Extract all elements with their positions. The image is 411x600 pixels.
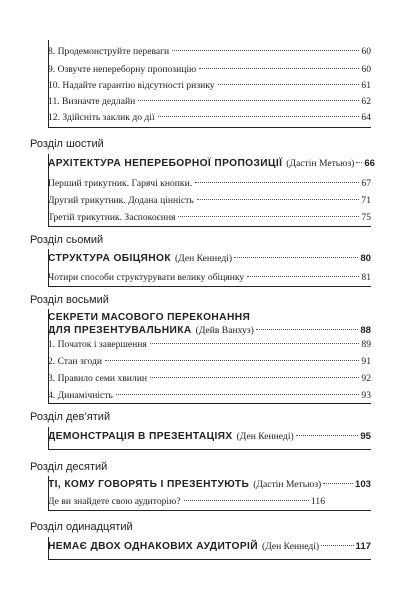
section-bracket bbox=[48, 309, 371, 404]
chapter-page: 80 bbox=[360, 253, 371, 264]
entry-title: Чотири способи структурувати велику обіцянку bbox=[48, 272, 245, 283]
chapter-page: 88 bbox=[360, 325, 371, 336]
chapter-author: (Дастін Метьюз) bbox=[253, 479, 322, 490]
chapter-title-line2: ДЛЯ ПРЕЗЕНТУВАЛЬНИКА bbox=[48, 325, 192, 336]
section-heading: Розділ шостий bbox=[30, 138, 104, 150]
chapter-title: НЕМАЄ ДВОХ ОДНАКОВИХ АУДИТОРІЙ bbox=[48, 541, 259, 552]
section-bracket bbox=[48, 476, 371, 511]
section-bracket bbox=[48, 154, 371, 227]
section-heading: Розділ сьомий bbox=[30, 234, 104, 246]
entry-page: 93 bbox=[361, 390, 371, 401]
chapter-author: (Ден Кеннеді) bbox=[174, 253, 233, 264]
section-heading: Розділ дев’ятий bbox=[30, 411, 111, 423]
chapter-title-line1: СЕКРЕТИ МАСОВОГО ПЕРЕКОНАННЯ bbox=[48, 312, 251, 323]
entry-title: Другий трикутник. Додана цінність bbox=[48, 195, 194, 206]
entry-page: 60 bbox=[361, 46, 371, 57]
entry-page: 75 bbox=[361, 212, 371, 223]
chapter-author: (Ден Кеннеді) bbox=[262, 541, 320, 552]
entry-title: 1. Початок і завершення bbox=[48, 339, 147, 350]
entry-title: 2. Стан згоди bbox=[48, 356, 102, 367]
section-bracket bbox=[48, 249, 371, 287]
entry-page: 92 bbox=[361, 373, 371, 384]
chapter-title: СТРУКТУРА ОБІЦЯНОК bbox=[48, 253, 171, 264]
entry-page: 62 bbox=[361, 96, 371, 107]
entry-page: 116 bbox=[310, 496, 325, 507]
entry-title: 8. Продемонструйте переваги bbox=[48, 46, 170, 57]
chapter-title: ТІ, КОМУ ГОВОРЯТЬ І ПРЕЗЕНТУЮТЬ bbox=[48, 479, 250, 490]
section-heading: Розділ одинадцятий bbox=[30, 521, 133, 533]
entry-page: 71 bbox=[361, 195, 371, 206]
entry-title: 9. Озвучте непереборну пропозицію bbox=[48, 64, 197, 75]
entry-page: 67 bbox=[361, 178, 371, 189]
entry-title: 3. Правило семи хвилин bbox=[48, 373, 147, 384]
entry-title: Третій трикутник. Заспокоєння bbox=[48, 212, 176, 223]
chapter-title: АРХІТЕКТУРА НЕПЕРЕБОРНОЇ ПРОПОЗИЦІЇ bbox=[48, 158, 283, 169]
chapter-page: 66 bbox=[364, 158, 375, 169]
entry-title: Де ви знайдете свою аудиторію? bbox=[48, 496, 181, 507]
chapter-page: 95 bbox=[360, 431, 371, 442]
section-bracket bbox=[48, 40, 371, 128]
chapter-title: ДЕМОНСТРАЦІЯ В ПРЕЗЕНТАЦІЯХ bbox=[48, 431, 233, 442]
entry-page: 60 bbox=[361, 64, 371, 75]
entry-title: 12. Здійсніть заклик до дії bbox=[48, 112, 155, 123]
section-bracket bbox=[48, 537, 371, 560]
chapter-author: (Дастін Метьюз) bbox=[286, 158, 355, 169]
section-bracket bbox=[48, 427, 371, 450]
entry-page: 91 bbox=[361, 356, 371, 367]
entry-title: 4. Динамічність bbox=[48, 390, 113, 401]
entry-title: 10. Надайте гарантію відсутності ризику bbox=[48, 80, 215, 91]
entry-page: 81 bbox=[361, 272, 371, 283]
entry-title: 11. Визначте дедлайн bbox=[48, 96, 136, 107]
chapter-page: 117 bbox=[355, 541, 371, 552]
chapter-author: (Дейв Ванхуз) bbox=[195, 325, 254, 336]
section-heading: Розділ восьмий bbox=[30, 294, 109, 306]
entry-page: 61 bbox=[361, 80, 371, 91]
entry-page: 64 bbox=[361, 112, 371, 123]
section-heading: Розділ десятий bbox=[30, 461, 108, 473]
entry-page: 89 bbox=[361, 339, 371, 350]
chapter-page: 103 bbox=[354, 479, 371, 490]
chapter-author: (Ден Кеннеді) bbox=[236, 431, 294, 442]
entry-title: Перший трикутник. Гарячі кнопки. bbox=[48, 178, 193, 189]
